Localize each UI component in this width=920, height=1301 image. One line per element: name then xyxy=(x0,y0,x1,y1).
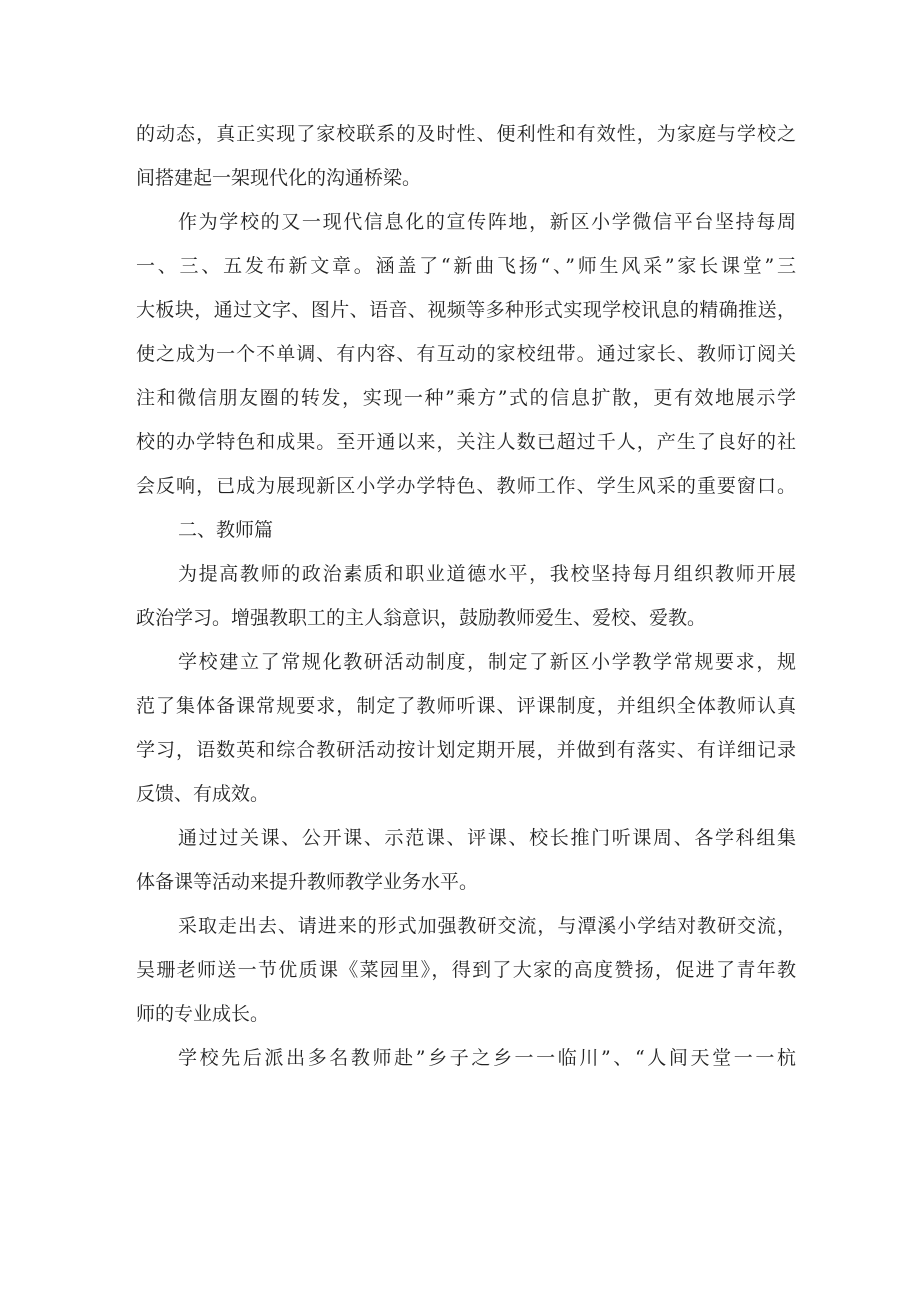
paragraph xyxy=(136,816,796,904)
text-line: 体备课等活动来提升教师教学业务水平。 xyxy=(136,871,479,893)
paragraph xyxy=(136,1036,796,1080)
text-line: 学校先后派出多名教师赴”乡子之乡一一临川”、“人间天堂一一杭 xyxy=(178,1047,796,1069)
text-line: 二、教师篇 xyxy=(178,519,274,541)
text-line: 使之成为一个不单调、有内容、有互动的家校纽带。通过家长、教师订阅关 xyxy=(136,343,796,365)
text-line: 吴珊老师送一节优质课《菜园里》，得到了大家的高度赞扬，促进了青年教 xyxy=(136,959,796,981)
paragraph xyxy=(136,904,796,1036)
text-line: 学校建立了常规化教研活动制度，制定了新区小学教学常规要求，规 xyxy=(178,651,796,673)
text-line: 作为学校的又一现代信息化的宣传阵地，新区小学微信平台坚持每周 xyxy=(178,211,796,233)
text-line: 注和微信朋友圈的转发，实现一种”乘方”式的信息扩散，更有效地展示学 xyxy=(136,387,796,409)
paragraph xyxy=(136,552,796,640)
text-line: 采取走出去、请进来的形式加强教研交流，与潭溪小学结对教研交流， xyxy=(178,915,796,937)
text-line: 校的办学特色和成果。至开通以来，关注人数已超过千人，产生了良好的社 xyxy=(136,431,796,453)
text-line: 一、三、五发布新文章。涵盖了“新曲飞扬“、”师生风采”家长课堂”三 xyxy=(136,255,796,277)
document-body xyxy=(136,112,796,1080)
paragraph xyxy=(136,112,796,200)
text-line: 大板块，通过文字、图片、语音、视频等多种形式实现学校讯息的精确推送， xyxy=(136,299,796,321)
paragraph xyxy=(136,200,796,508)
text-line: 学习，语数英和综合教研活动按计划定期开展，并做到有落实、有详细记录 xyxy=(136,739,796,761)
section-heading xyxy=(136,508,796,552)
text-line: 为提高教师的政治素质和职业道德水平，我校坚持每月组织教师开展 xyxy=(178,563,796,585)
text-line: 的动态，真正实现了家校联系的及时性、便利性和有效性，为家庭与学校之 xyxy=(136,123,796,145)
text-line: 政治学习。增强教职工的主人翁意识，鼓励教师爱生、爱校、爱教。 xyxy=(136,607,707,629)
paragraph xyxy=(136,640,796,816)
text-line: 间搭建起一架现代化的沟通桥梁。 xyxy=(136,167,422,189)
text-line: 反馈、有成效。 xyxy=(136,783,270,805)
text-line: 通过过关课、公开课、示范课、评课、校长推门听课周、各学科组集 xyxy=(178,827,796,849)
text-line: 会反响，已成为展现新区小学办学特色、教师工作、学生风采的重要窗口。 xyxy=(136,475,796,497)
text-line: 师的专业成长。 xyxy=(136,1003,270,1025)
text-line: 范了集体备课常规要求，制定了教师听课、评课制度，并组织全体教师认真 xyxy=(136,695,796,717)
